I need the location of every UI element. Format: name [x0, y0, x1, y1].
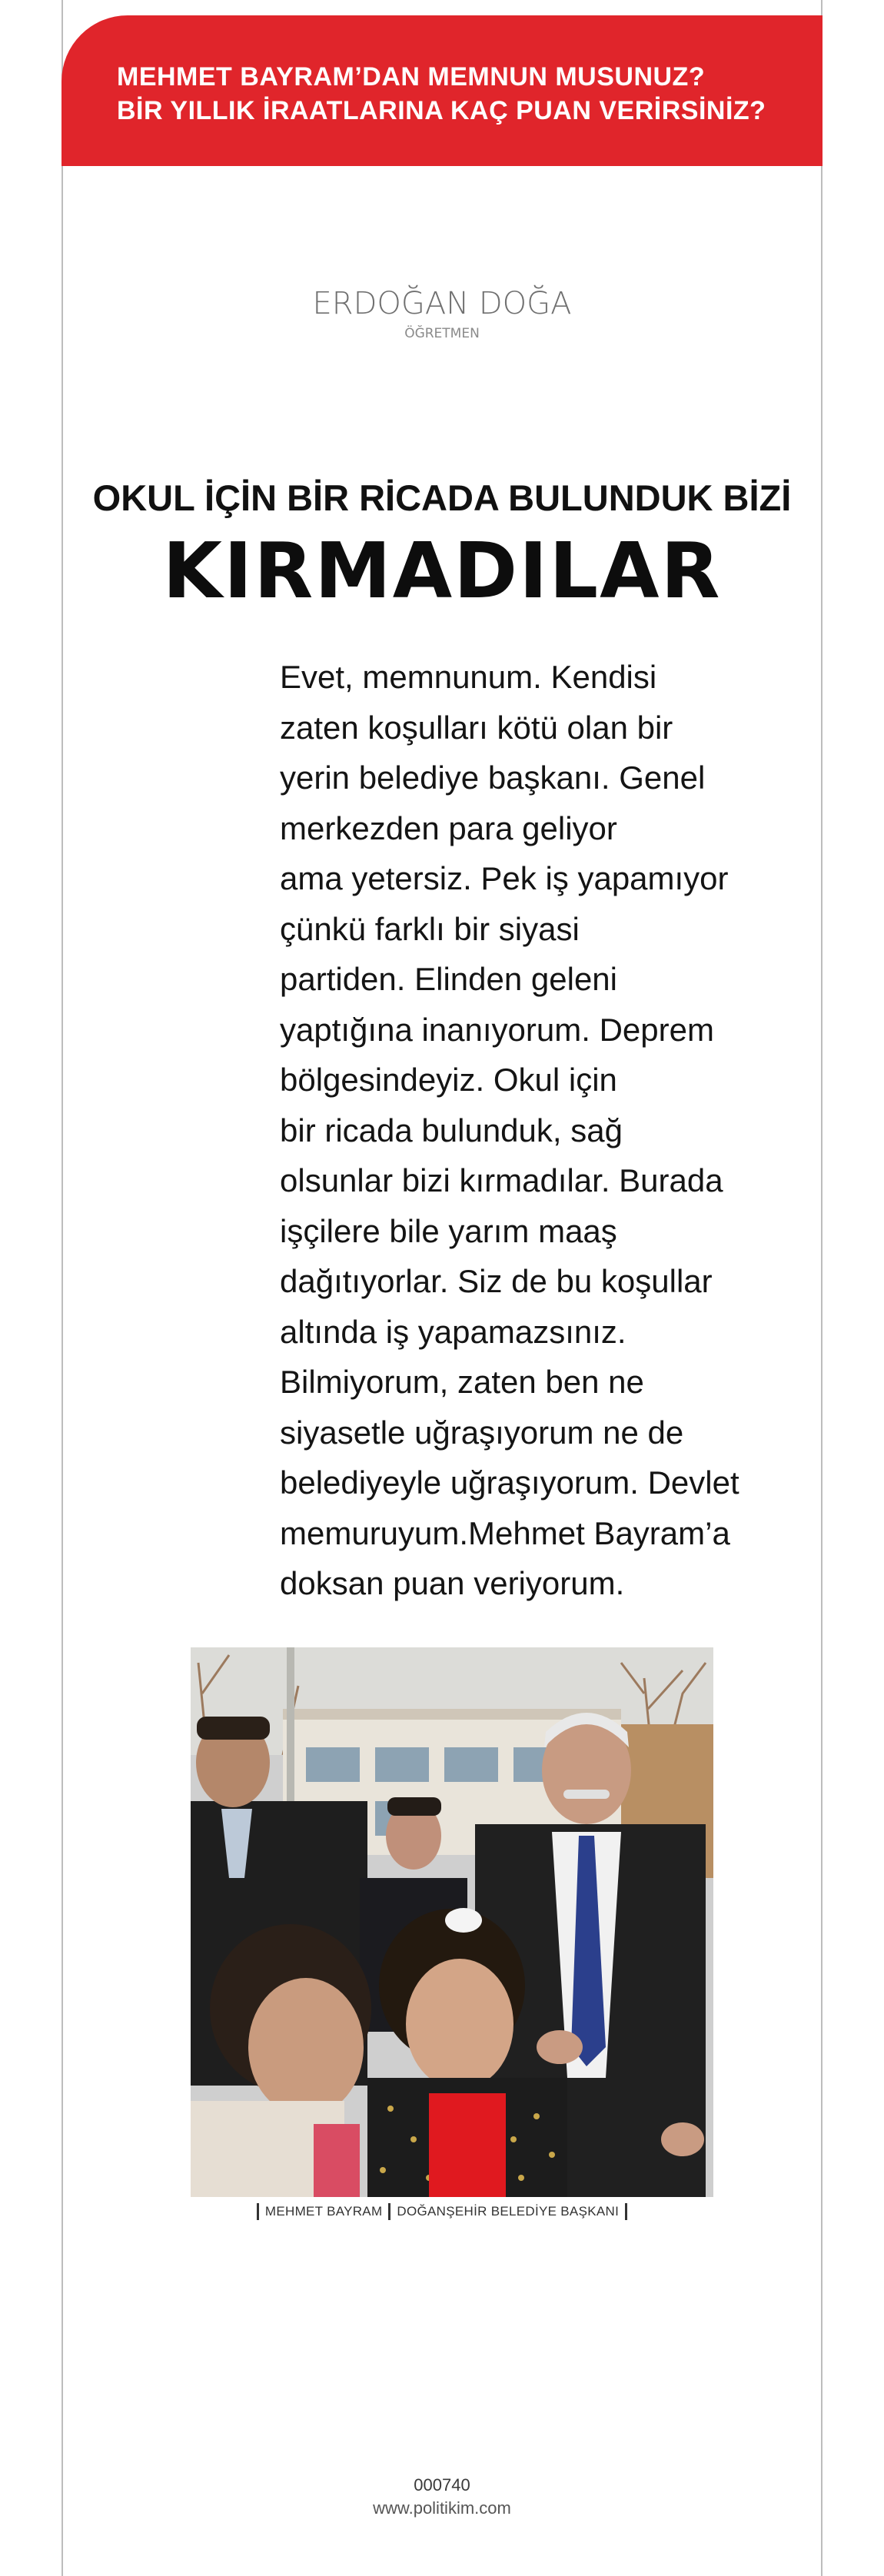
answer-line: bölgesindeyiz. Okul için	[280, 1062, 617, 1098]
answer-line: siyasetle uğraşıyorum ne de	[280, 1414, 684, 1451]
answer-line: Bilmiyorum, zaten ben ne	[280, 1364, 644, 1400]
headline-title: KIRMADILAR	[162, 526, 722, 616]
answer-line: işçilere bile yarım maaş	[280, 1212, 617, 1249]
headline-subtitle: OKUL İÇİN BİR RİCADA BULUNDUK BİZİ	[92, 477, 792, 518]
caption-person-title: DOĞANŞEHİR BELEDİYE BAŞKANI	[397, 2204, 620, 2219]
answer-line: merkezden para geliyor	[280, 809, 617, 846]
answer-line: ama yetersiz. Pek iş yapamıyor	[280, 860, 729, 896]
footer-website-link[interactable]: www.politikim.com	[373, 2498, 511, 2518]
footer-page-code: 000740	[414, 2475, 470, 2495]
caption-divider	[257, 2203, 259, 2220]
answer-line: altında iş yapamazsınız.	[280, 1313, 626, 1350]
page-footer	[0, 2474, 884, 2520]
banner-question-line2: BİR YILLIK İRAATLARINA KAÇ PUAN VERİRSİNİZ?	[117, 96, 766, 125]
answer-line: yerin belediye başkanı. Genel	[280, 760, 706, 796]
news-photo	[191, 1647, 713, 2197]
interview-answer	[280, 652, 741, 1609]
author-block	[0, 284, 884, 341]
author-name: ERDOĞAN DOĞA	[312, 286, 572, 321]
answer-line: yaptığına inanıyorum. Deprem	[280, 1011, 714, 1048]
answer-line: dağıtıyorlar. Siz de bu koşullar	[280, 1263, 713, 1299]
answer-line: bir ricada bulunduk, sağ	[280, 1112, 623, 1148]
answer-line: çünkü farklı bir siyasi	[280, 910, 580, 947]
banner-question-line1: MEHMET BAYRAM’DAN MEMNUN MUSUNUZ?	[117, 62, 706, 91]
answer-line: belediyeyle uğraşıyorum. Devlet	[280, 1464, 739, 1501]
author-role: ÖĞRETMEN	[404, 326, 480, 341]
caption-divider	[388, 2203, 390, 2220]
answer-line: olsunlar bizi kırmadılar. Burada	[280, 1162, 723, 1198]
answer-line: Evet, memnunum. Kendisi	[280, 659, 657, 695]
answer-line: doksan puan veriyorum.	[280, 1565, 625, 1601]
question-banner	[61, 15, 823, 166]
answer-line: memuruyum.Mehmet Bayram’a	[280, 1514, 730, 1551]
caption-person-name: MEHMET BAYRAM	[264, 2204, 383, 2219]
answer-line: partiden. Elinden geleni	[280, 961, 617, 997]
answer-line: zaten koşulları kötü olan bir	[280, 709, 673, 746]
photo-caption	[0, 2203, 884, 2220]
caption-divider	[625, 2203, 627, 2220]
photo-people-school-icon	[191, 1647, 713, 2197]
